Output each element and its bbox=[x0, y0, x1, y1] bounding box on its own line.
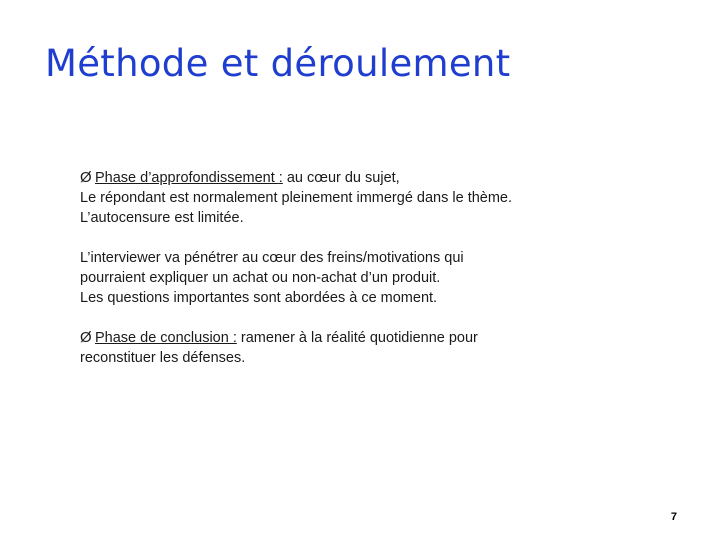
phase-conclusion-text: ramener à la réalité quotidienne pour bbox=[236, 330, 478, 346]
phase-approfondissement-colon: : bbox=[278, 170, 283, 186]
phase-conclusion-line-1 bbox=[80, 328, 680, 348]
arrow-bullet-icon: Ø bbox=[80, 329, 92, 346]
phase-conclusion-line-2: reconstituer les défenses. bbox=[80, 350, 246, 366]
interviewer-paragraph bbox=[80, 248, 680, 308]
phase-approfondissement-line-3: L’autocensure est limitée. bbox=[80, 210, 244, 226]
phase-conclusion-paragraph bbox=[80, 328, 680, 368]
interviewer-line-3: Les questions importantes sont abordées à ce moment. bbox=[80, 290, 438, 306]
arrow-bullet-icon: Ø bbox=[80, 169, 92, 186]
phase-approfondissement-line-2: Le répondant est normalement pleinement immergé dans le thème. bbox=[80, 190, 513, 206]
phase-approfondissement-paragraph bbox=[80, 168, 680, 228]
phase-approfondissement-text: au cœur du sujet, bbox=[282, 170, 400, 186]
phase-approfondissement-line-1 bbox=[80, 168, 680, 188]
interviewer-line-2: pourraient expliquer un achat ou non-achat d’un produit. bbox=[80, 270, 441, 286]
slide-title: Méthode et déroulement bbox=[45, 42, 511, 85]
phase-conclusion-label: Phase de conclusion : bbox=[95, 330, 237, 346]
slide-content bbox=[80, 168, 680, 368]
phase-approfondissement-label: Phase d’approfondissement bbox=[95, 170, 279, 186]
page-number: 7 bbox=[670, 511, 677, 523]
interviewer-line-1: L’interviewer va pénétrer au cœur des freins/motivations qui bbox=[80, 250, 464, 266]
